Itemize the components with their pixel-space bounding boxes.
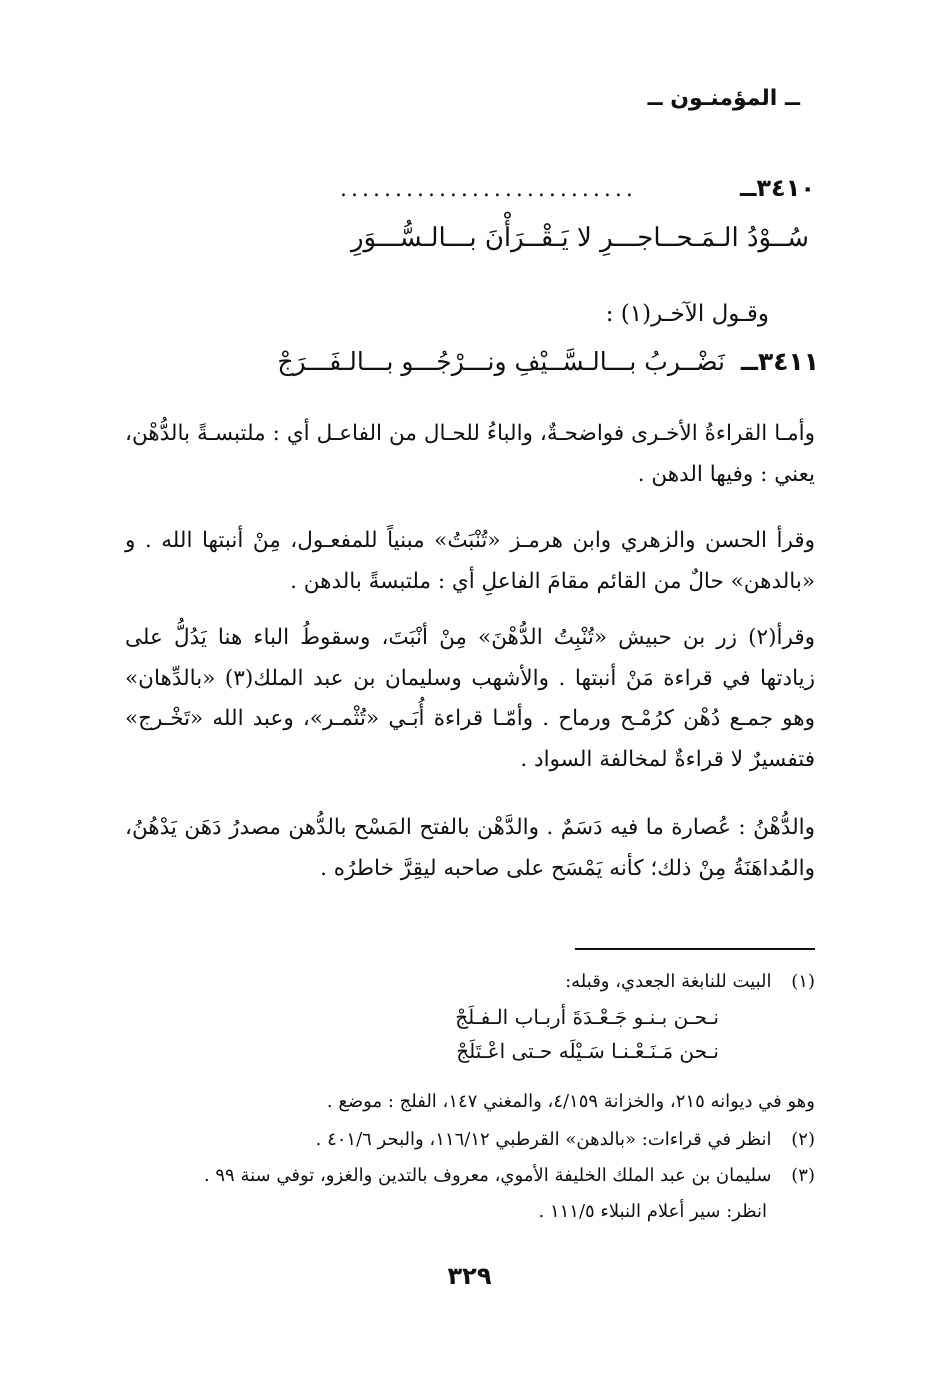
page-number: ٣٢٩ bbox=[447, 1262, 492, 1290]
footnote-3 bbox=[115, 1160, 815, 1192]
footnote-1-source: وهو في ديوانه ٢١٥، والخزانة ٤/١٥٩، والمغني ١٤٧، الفلج : موضع . bbox=[326, 1091, 815, 1112]
footnote-divider bbox=[575, 948, 815, 950]
footnote-1-number: (١) bbox=[791, 971, 815, 992]
footnote-2-number: (٢) bbox=[791, 1129, 815, 1150]
footnote-2 bbox=[115, 1124, 815, 1156]
verse-number-3410: ٣٤١٠ــ bbox=[740, 174, 815, 202]
verse-3411 bbox=[120, 342, 819, 382]
intro-other-poet: وقـول الآخـر(١) : bbox=[605, 301, 769, 327]
footnote-3-number: (٣) bbox=[791, 1165, 815, 1186]
paragraph-4: والدُّهْنُ : عُصارة ما فيه دَسَمٌ . والدَّهْن بالفتح المَسْح بالدُّهن مصدرُ دَهَن يَدْهُنُ، والمُداهَنَةُ مِنْ ذلك؛ كأنه يَمْسَح على صاحبه ليقِرَّ خاطرُه . bbox=[125, 815, 815, 881]
footnote-3-text: سليمان بن عبد الملك الخليفة الأموي، معروف بالتدين والغزو، توفي سنة ٩٩ . bbox=[203, 1165, 772, 1186]
paragraph-2: وقرأ الحسن والزهري وابن هرمـز «تُنْبَتُ» مبنياً للمفعـول، مِنْ أنبتها الله . و «بالدهن» حالٌ من القائم مقامَ الفاعلِ أي : ملتبسةً بالدهن . bbox=[125, 528, 815, 594]
verse-3411-text: نَضْــربُ بـــالـسَّــيْفِ ونـــرْجُـــو بـــالـفَـــرَجْ bbox=[277, 347, 725, 376]
verse-number-3411: ٣٤١١ــ bbox=[740, 347, 819, 376]
verse-3410-second-half: سُــوْدُ الـمَـحــاجـــرِ لا يَـقْــرَأْنَ بـــالـسُّـــوَرِ bbox=[350, 223, 809, 253]
footnote-1-text: البيت للنابغة الجعدي، وقبله: bbox=[565, 971, 772, 992]
paragraph-1: وأمـا القراءةُ الأخـرى فواضحـةٌ، والباءُ للحـال من الفاعـل أي : ملتبسـةً بالدُّهْن، يعني : وفيها الدهن . bbox=[125, 421, 815, 487]
running-head: ــ المؤمنـون ــ bbox=[647, 86, 800, 111]
footnote-3-ref: انظر: سير أعلام النبلاء ١١١/٥ . bbox=[538, 1201, 767, 1222]
paragraph-3: وقرأ(٢) زر بن حبيش «تُنْبِتُ الدُّهْنَ» مِنْ أنْبَتَ، وسقوطُ الباء هنا يَدُلُّ على زيادتها في قراءة مَنْ أنبتها . والأشهب وسليمان بن عبد الملك(٣) «بالدِّهان» وهو جمـع دُهْن كرُمْـح ورماح . وأمّـا قراءة أُبَـي «تُثْمـر»، وعبد الله «تَخْـرج» فتفسيرٌ لا قراءةٌ لمخالفة السواد . bbox=[125, 625, 815, 772]
footnote-2-text: انظر في قراءات: «بالدهن» القرطبي ١١٦/١٢، والبحر ٤٠١/٦ . bbox=[315, 1129, 772, 1150]
verse-omitted-half: ........................... bbox=[340, 177, 637, 202]
footnote-1-poem-line-1: نـحـن بـنـو جَـعْـدَةَ أربـاب الـفـلَجْ bbox=[455, 1005, 719, 1029]
footnote-1 bbox=[115, 966, 815, 998]
footnote-1-poem-line-2: نـحن مَـنَـعْـنـا سَـيْلَه حـتى اعْـتَلَجْ bbox=[456, 1039, 719, 1063]
